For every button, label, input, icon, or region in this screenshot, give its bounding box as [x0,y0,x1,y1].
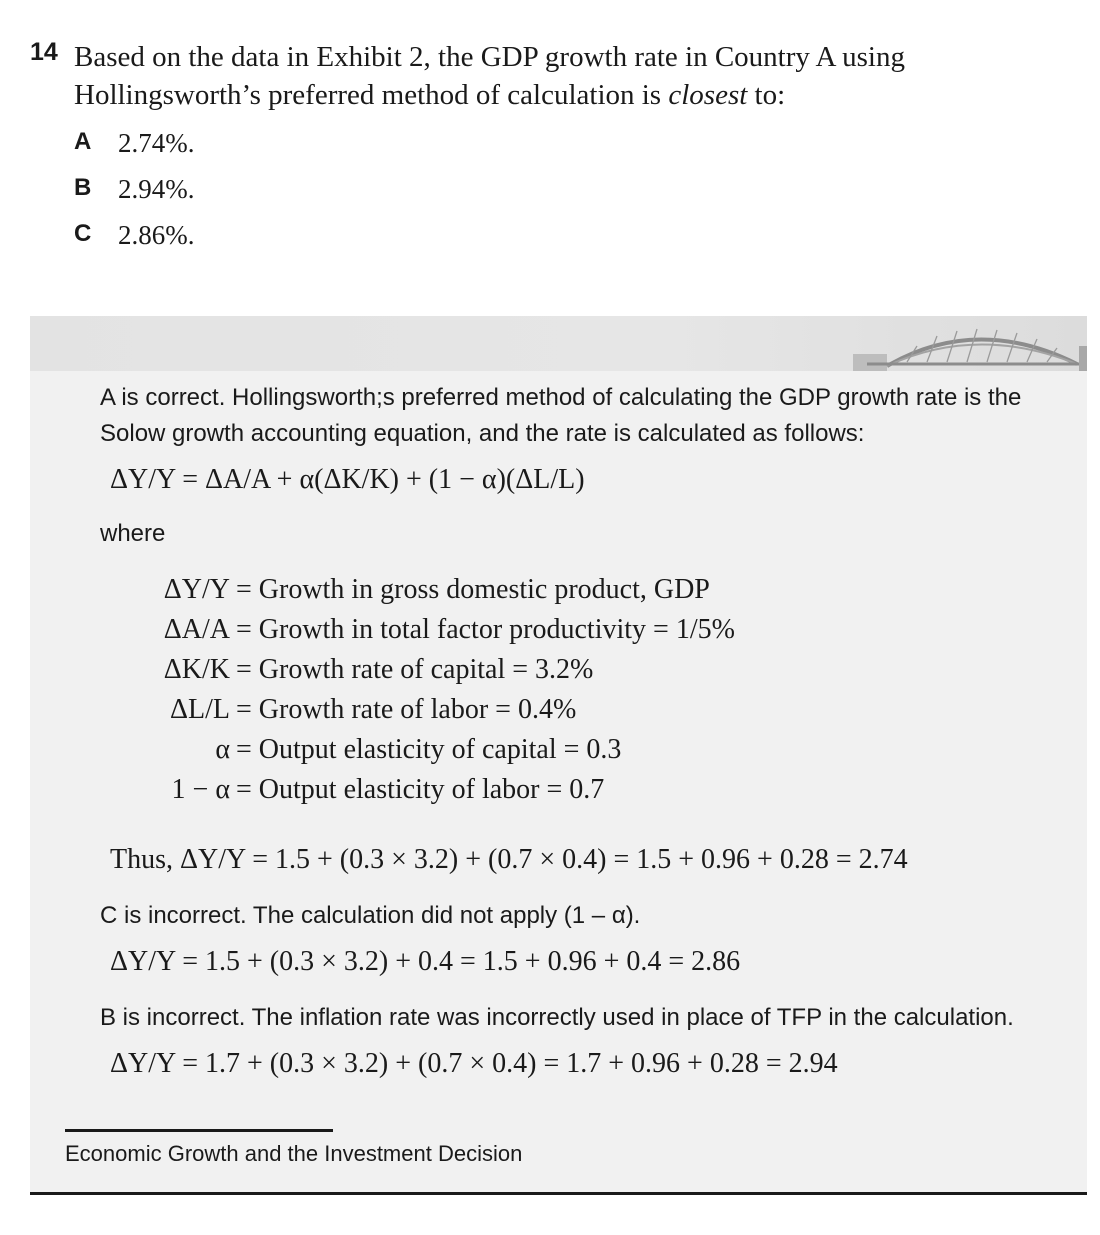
definition-row [30,614,930,654]
definition-text: = Growth rate of labor = 0.4% [236,694,577,725]
question-number: 14 [30,38,58,66]
option-text: 2.86%. [118,220,195,250]
option-text: 2.74%. [118,128,195,158]
definition-row [30,654,930,694]
option-letter: A [74,128,92,155]
definition-row [30,774,930,814]
question-text-part1: Based on the data in Exhibit 2, the GDP growth rate in Country A using Hollingsworth’s preferred method of calculation is [74,41,905,111]
c-incorrect-explanation: C is incorrect. The calculation did not apply (1 – α). [100,902,641,929]
answer-header-banner [30,316,1087,371]
definition-term: α [215,734,230,765]
footer-reading-title: Economic Growth and the Investment Decision [65,1141,523,1166]
answer-box [30,316,1087,1195]
thus-calculation: Thus, ΔY/Y = 1.5 + (0.3 × 3.2) + (0.7 × 0.4) = 1.5 + 0.96 + 0.28 = 2.74 [110,844,908,875]
definition-term: ΔK/K [163,654,230,685]
solow-equation: ΔY/Y = ΔA/A + α(ΔK/K) + (1 − α)(ΔL/L) [110,464,585,495]
definition-row [30,734,930,774]
answer-intro [65,380,1065,452]
definition-row [30,574,930,614]
definition-term: ΔY/Y [163,574,230,605]
definition-text: = Growth in gross domestic product, GDP [236,574,710,605]
c-equation: ΔY/Y = 1.5 + (0.3 × 3.2) + 0.4 = 1.5 + 0.96 + 0.4 = 2.86 [110,946,741,977]
question-text-emphasis: closest [668,79,748,111]
answer-intro-text: A is correct. Hollingsworth;s preferred method of calculating the GDP growth rate is the Solow growth accounting equation, and the rate is calculated as follows: [100,384,1022,447]
where-label: where [100,520,166,547]
definition-term: ΔA/A [163,614,230,645]
definition-text: = Growth in total factor productivity = 1/5% [236,614,735,645]
b-incorrect-explanation: B is incorrect. The inflation rate was incorrectly used in place of TFP in the calculation. [100,1004,1014,1031]
definition-text: = Growth rate of capital = 3.2% [236,654,594,685]
question-text [74,38,1064,114]
definition-term: ΔL/L [170,694,230,725]
footer-divider [65,1129,333,1132]
definition-term: 1 − α [171,774,230,805]
b-equation: ΔY/Y = 1.7 + (0.3 × 3.2) + (0.7 × 0.4) = 1.7 + 0.96 + 0.28 = 2.94 [110,1048,838,1079]
bridge-illustration-icon [827,316,1087,371]
definition-row [30,694,930,734]
definition-text: = Output elasticity of labor = 0.7 [236,774,605,805]
question-text-part2: to: [747,79,786,111]
option-letter: B [74,174,92,201]
option-text: 2.94%. [118,174,195,204]
definition-text: = Output elasticity of capital = 0.3 [236,734,622,765]
option-letter: C [74,220,92,247]
